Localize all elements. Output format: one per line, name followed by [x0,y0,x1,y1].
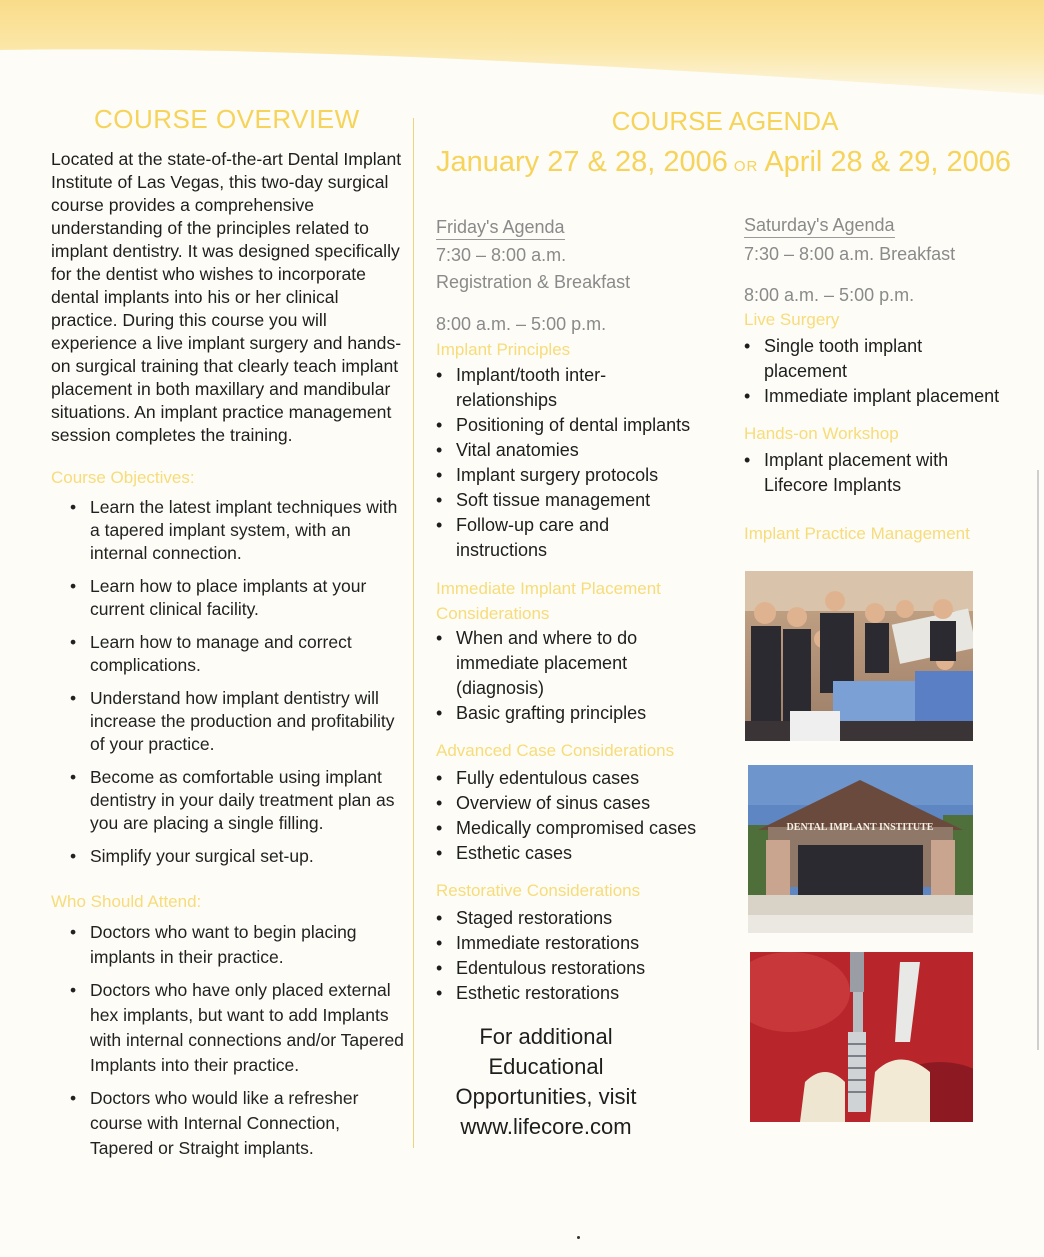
list-item: • Doctors who want to begin placing implants in their practice. [70,920,405,970]
restorative-heading: Restorative Considerations [436,881,641,900]
list-item: • Edentulous restorations [436,956,706,981]
agenda-title: COURSE AGENDA [611,106,839,136]
list-item: • Understand how implant dentistry will increase the production and profitability of your practice. [70,687,405,756]
building-sign-text: DENTAL IMPLANT INSTITUTE [786,822,934,833]
list-item: • Implant/tooth inter-relationships [436,363,706,413]
list-item: • Esthetic cases [436,841,706,866]
list-item: • Overview of sinus cases [436,791,706,816]
list-item: • Implant placement with Lifecore Implants [744,448,974,498]
band-curve [0,0,1044,110]
top-color-band [0,0,1044,110]
attend-heading: Who Should Attend: [51,892,202,911]
surgery-photo [745,571,973,741]
list-item: • Learn how to place implants at your current clinical facility. [70,575,405,621]
principles-list [436,363,706,563]
list-item: • Learn the latest implant techniques with a tapered implant system, with an internal connection. [70,496,405,565]
list-item: • Become as comfortable using implant dentistry in your daily treatment plan as you are placing a single filling. [70,766,405,835]
friday-time-1: 7:30 – 8:00 a.m. [436,245,567,265]
management-heading: Implant Practice Management [744,524,970,543]
workshop-heading: Hands-on Workshop [744,424,899,443]
list-item: • Immediate restorations [436,931,706,956]
friday-time-2: 8:00 a.m. – 5:00 p.m. [436,314,607,334]
list-item: • Doctors who have only placed external hex implants, but want to add Implants with internal connections and/or Tapered Implants into their practice. [70,978,405,1078]
list-item: • Simplify your surgical set-up. [70,845,405,868]
date-second: April 28 & 29, 2006 [764,146,1011,178]
list-item: • Staged restorations [436,906,706,931]
list-item: • Esthetic restorations [436,981,706,1006]
page-edge-line [1037,470,1039,1050]
date-first: January 27 & 28, 2006 [436,146,728,178]
overview-title: COURSE OVERVIEW [94,104,360,134]
advanced-heading: Advanced Case Considerations [436,741,675,760]
objectives-heading: Course Objectives: [51,468,195,487]
principles-heading: Implant Principles [436,340,571,359]
agenda-dates [436,146,1011,179]
list-item: • Fully edentulous cases [436,766,706,791]
list-item: • Doctors who would like a refresher course with Internal Connection, Tapered or Straight implants. [70,1086,405,1161]
attend-list [70,920,405,1169]
workshop-list [744,448,974,498]
closing-note: For additional Educational Opportunities, visit www.lifecore.com [455,1024,637,1139]
list-item: • Positioning of dental implants [436,413,706,438]
list-item: • Soft tissue management [436,488,706,513]
saturday-time-2: 8:00 a.m. – 5:00 p.m. [744,285,915,305]
advanced-list [436,766,706,866]
restorative-list [436,906,706,1006]
immediate-list [436,626,666,726]
institute-building-photo [748,765,973,933]
list-item: • Medically compromised cases [436,816,706,841]
list-item: • Immediate implant placement [744,384,1014,409]
friday-event-1: Registration & Breakfast [436,272,631,292]
overview-intro: Located at the state-of-the-art Dental Implant Institute of Las Vegas, this two-day surgical course provides a comprehensive understanding of the principles related to implant dentistry. It was designed specifically for the dentist who wishes to incorporate dental implants into his or her clinical practice. During this course you will experience a live implant surgery and hands-on surgical training that clearly teach implant placement in both maxillary and mandibular situations. An implant practice management session completes the training. [51,149,402,445]
list-item: • Learn how to manage and correct complications. [70,631,405,677]
list-item: • When and where to do immediate placement (diagnosis) [436,626,666,701]
date-or: OR [733,158,759,175]
list-item: • Vital anatomies [436,438,706,463]
immediate-heading: Immediate Implant Placement Considerations [436,579,661,623]
list-item: • Implant surgery protocols [436,463,706,488]
list-item: • Basic grafting principles [436,701,666,726]
surgery-list [744,334,1014,409]
surgery-heading: Live Surgery [744,310,840,329]
list-item: • Single tooth implant placement [744,334,944,384]
page-dot [577,1236,580,1239]
saturday-time-1: 7:30 – 8:00 a.m. Breakfast [744,244,956,264]
saturday-heading: Saturday's Agenda [744,215,895,238]
list-item: • Follow-up care and instructions [436,513,636,563]
friday-heading: Friday's Agenda [436,217,565,240]
column-divider [413,118,414,1148]
objectives-list [70,496,405,878]
implant-closeup-photo [750,952,973,1122]
